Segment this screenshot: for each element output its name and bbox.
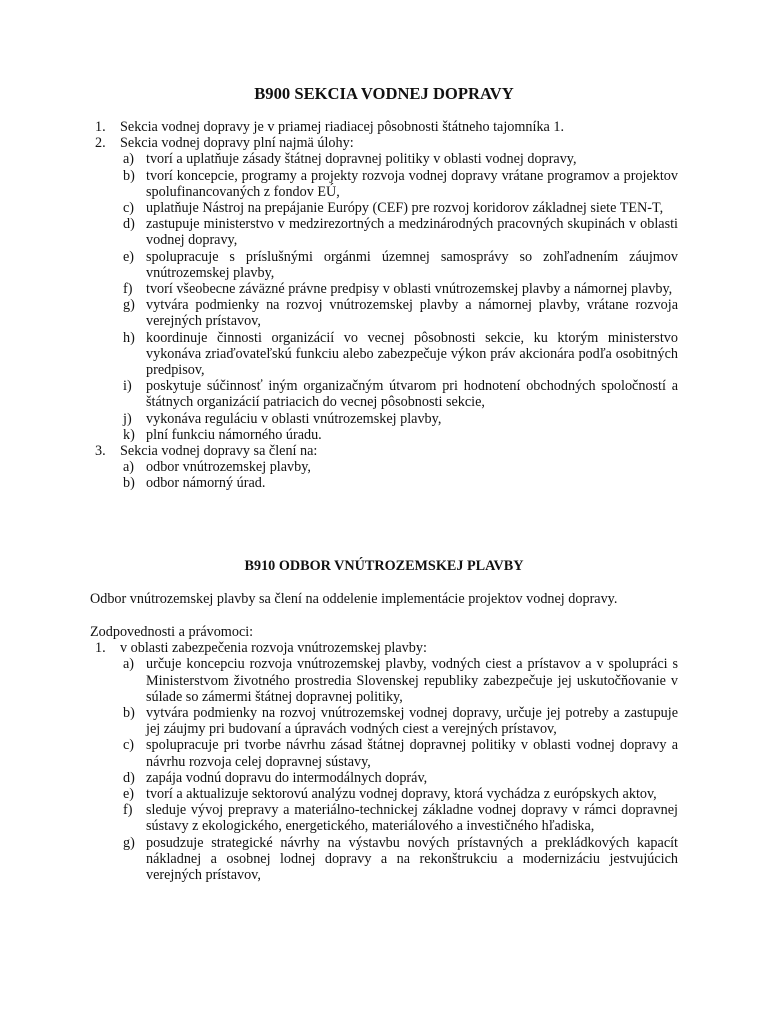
sub-item-text: tvorí a uplatňuje zásady štátnej dopravnej politiky v oblasti vodnej dopravy, bbox=[146, 151, 577, 168]
sub-item-text: určuje koncepciu rozvoja vnútrozemskej plavby, vodných ciest a prístavov a v spolupráci s Ministerstvom životného prostredia Slovenskej republiky zabezpečuje jej uskutočňovanie v súlade so zámermi štátnej dopravnej politiky, bbox=[146, 656, 678, 705]
sub-item-a bbox=[90, 151, 678, 167]
list-item-text: Sekcia vodnej dopravy sa člení na: bbox=[120, 443, 318, 460]
sub-letter: b) bbox=[123, 167, 135, 184]
sub-letter: g) bbox=[123, 834, 135, 851]
sub-item-b bbox=[90, 475, 678, 491]
sub-letter: d) bbox=[123, 769, 135, 786]
sub-item-text: poskytuje súčinnosť iným organizačným útvarom pri hodnotení obchodných spoločností a štátnych organizácií patriacich do vecnej pôsobnosti sekcie, bbox=[146, 378, 678, 411]
sub-item-text: odbor námorný úrad. bbox=[146, 475, 266, 492]
sub-letter: a) bbox=[123, 656, 135, 673]
section-b910-intro bbox=[90, 591, 678, 607]
list-number: 1. bbox=[95, 640, 106, 657]
sub-letter: a) bbox=[123, 151, 135, 168]
sub-item-d bbox=[90, 770, 678, 786]
sub-letter: j) bbox=[123, 410, 132, 427]
sub-item-b bbox=[90, 168, 678, 200]
sub-item-k bbox=[90, 427, 678, 443]
sub-letter: d) bbox=[123, 216, 135, 233]
sub-item-g bbox=[90, 835, 678, 884]
sub-item-text: posudzuje strategické návrhy na výstavbu nových prístavných a prekládkových kapacít nákladnej a osobnej lodnej dopravy a na rekonštrukciu a modernizáciu jestvujúcich verejných prístavov, bbox=[146, 834, 678, 884]
section-b900-list bbox=[90, 119, 678, 492]
sub-letter: f) bbox=[123, 281, 133, 298]
section-title-b900: B900 SEKCIA VODNEJ DOPRAVY bbox=[254, 84, 514, 103]
sub-item-text: odbor vnútrozemskej plavby, bbox=[146, 459, 311, 476]
section-b910-list bbox=[90, 624, 678, 883]
sub-item-text: spolupracuje pri tvorbe návrhu zásad štátnej dopravnej politiky v oblasti vodnej dopravy a návrhu rozvoja celej dopravnej sústavy, bbox=[146, 737, 678, 770]
list-item-3 bbox=[90, 443, 678, 459]
sub-item-d bbox=[90, 216, 678, 248]
sub-letter: k) bbox=[123, 426, 135, 443]
list-item-text: Sekcia vodnej dopravy plní najmä úlohy: bbox=[120, 135, 354, 152]
sub-item-text: uplatňuje Nástroj na prepájanie Európy (CEF) pre rozvoj koridorov základnej siete TEN-T, bbox=[146, 200, 664, 217]
sub-letter: e) bbox=[123, 248, 135, 265]
sub-item-text: tvorí koncepcie, programy a projekty rozvoja vodnej dopravy vrátane programov a projektov spolufinancovaných z fondov EÚ, bbox=[146, 167, 678, 200]
sub-item-b bbox=[90, 705, 678, 737]
intro-paragraph: Odbor vnútrozemskej plavby sa člení na oddelenie implementácie projektov vodnej dopravy. bbox=[90, 591, 618, 607]
list-item-text: Sekcia vodnej dopravy je v priamej riadiacej pôsobnosti štátneho tajomníka 1. bbox=[120, 119, 565, 135]
sub-letter: c) bbox=[123, 200, 135, 217]
sub-item-f bbox=[90, 802, 678, 834]
sub-letter: i) bbox=[123, 378, 132, 395]
sub-item-j bbox=[90, 411, 678, 427]
sub-item-text: sleduje vývoj prepravy a materiálno-technickej základne vodnej dopravy v rámci dopravnej sústavy z ekologického, energetického, materiálového a investičného hľadiska, bbox=[146, 802, 678, 835]
sub-letter: f) bbox=[123, 802, 133, 819]
list-item-1 bbox=[90, 119, 678, 135]
sub-letter: a) bbox=[123, 459, 135, 476]
sub-item-text: vytvára podmienky na rozvoj vnútrozemskej plavby a námornej plavby, vrátane rozvoja verejných prístavov, bbox=[146, 297, 678, 330]
list-item-text: v oblasti zabezpečenia rozvoja vnútrozemskej plavby: bbox=[120, 640, 427, 657]
sub-item-text: vytvára podmienky na rozvoj vnútrozemskej vodnej dopravy, určuje jej potreby a zastupuje jej záujmy pri budovaní a úpravách vodných ciest a verejných prístavov, bbox=[146, 705, 678, 738]
sub-item-i bbox=[90, 378, 678, 410]
sub-item-text: plní funkciu námorného úradu. bbox=[146, 426, 322, 443]
sub-item-text: tvorí všeobecne záväzné právne predpisy v oblasti vnútrozemskej plavby a námornej plavby, bbox=[146, 281, 673, 298]
responsibilities-label: Zodpovednosti a právomoci: bbox=[90, 624, 254, 640]
sub-item-text: koordinuje činnosti organizácií vo vecnej pôsobnosti sekcie, ku ktorým ministerstvo vykonáva zriaďovateľskú funkciu alebo zabezpečuje výkon práv akcionára podľa osobitných predpisov, bbox=[146, 329, 678, 379]
list-number: 3. bbox=[95, 443, 106, 460]
sub-item-f bbox=[90, 281, 678, 297]
sub-item-text: spolupracuje s príslušnými orgánmi územnej samosprávy so zohľadnením záujmov vnútrozemskej plavby, bbox=[146, 248, 678, 281]
sub-item-text: zastupuje ministerstvo v medzirezortných a medzinárodných pracovných skupinách v oblasti vodnej dopravy, bbox=[146, 216, 678, 249]
sub-item-g bbox=[90, 297, 678, 329]
sub-letter: g) bbox=[123, 297, 135, 314]
sub-letter: h) bbox=[123, 329, 135, 346]
sub-item-text: vykonáva reguláciu v oblasti vnútrozemskej plavby, bbox=[146, 410, 442, 427]
sub-letter: b) bbox=[123, 475, 135, 492]
sub-item-a bbox=[90, 459, 678, 475]
list-item-1 bbox=[90, 640, 678, 656]
sub-item-text: zapája vodnú dopravu do intermodálnych dopráv, bbox=[146, 769, 428, 786]
list-item-2 bbox=[90, 135, 678, 151]
list-number: 1. bbox=[95, 119, 106, 135]
sub-item-a bbox=[90, 656, 678, 705]
sub-item-h bbox=[90, 330, 678, 379]
sub-letter: b) bbox=[123, 705, 135, 722]
section-title-b910: B910 ODBOR VNÚTROZEMSKEJ PLAVBY bbox=[244, 558, 524, 574]
sub-item-e bbox=[90, 786, 678, 802]
sub-item-c bbox=[90, 200, 678, 216]
sub-letter: c) bbox=[123, 737, 135, 754]
list-number: 2. bbox=[95, 135, 106, 152]
sub-item-c bbox=[90, 737, 678, 769]
sub-item-e bbox=[90, 249, 678, 281]
sub-letter: e) bbox=[123, 786, 135, 803]
sub-item-text: tvorí a aktualizuje sektorovú analýzu vodnej dopravy, ktorá vychádza z európskych aktov, bbox=[146, 786, 657, 803]
